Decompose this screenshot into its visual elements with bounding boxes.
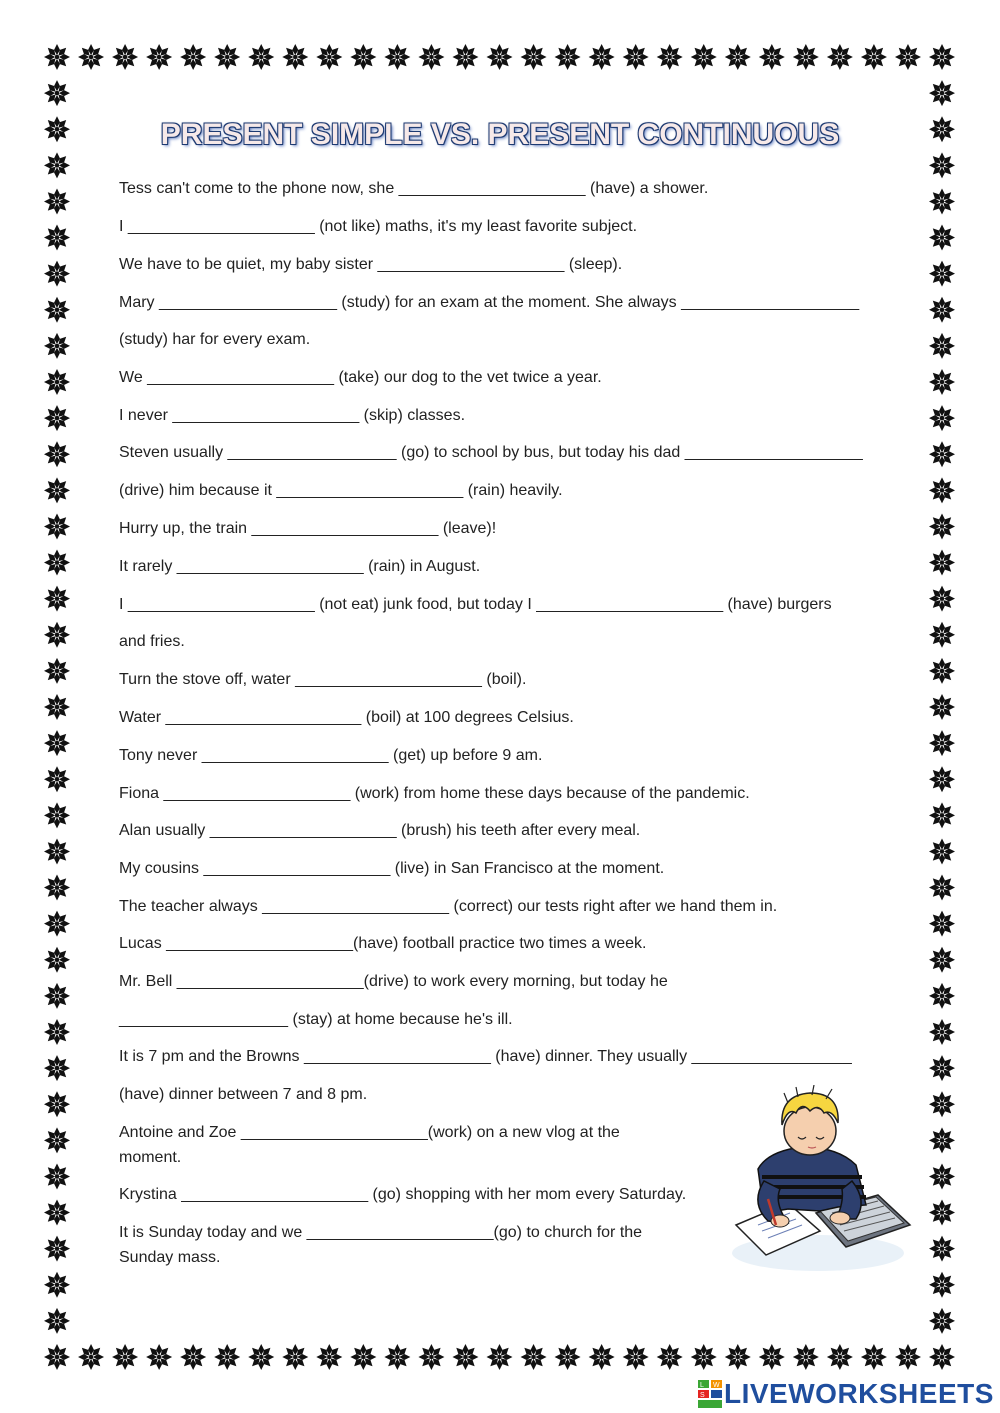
boy-studying-illustration	[728, 1085, 912, 1275]
snowflake-ornament-icon	[418, 44, 444, 70]
snowflake-ornament-icon	[691, 1344, 717, 1370]
snowflake-ornament-icon	[929, 766, 955, 792]
snowflake-ornament-icon	[929, 261, 955, 287]
exercise-line: It rarely _____________________ (rain) in August.	[119, 558, 481, 575]
exercise-line: I _____________________ (not eat) junk food, but today I _____________________ (have) burgers	[119, 596, 832, 613]
snowflake-ornament-icon	[78, 44, 104, 70]
exercise-line: Alan usually _____________________ (brush) his teeth after every meal.	[119, 822, 641, 839]
snowflake-ornament-icon	[929, 838, 955, 864]
snowflake-ornament-icon	[929, 1055, 955, 1081]
snowflake-ornament-icon	[44, 911, 70, 937]
snowflake-ornament-icon	[725, 44, 751, 70]
snowflake-ornament-icon	[452, 44, 478, 70]
snowflake-ornament-icon	[44, 1091, 70, 1117]
snowflake-ornament-icon	[44, 658, 70, 684]
snowflake-ornament-icon	[248, 1344, 274, 1370]
liveworksheets-logo	[698, 1379, 994, 1409]
snowflake-ornament-icon	[929, 1200, 955, 1226]
snowflake-ornament-icon	[146, 1344, 172, 1370]
snowflake-ornament-icon	[316, 1344, 342, 1370]
liveworksheets-logo-icon	[698, 1380, 724, 1408]
snowflake-ornament-icon	[929, 44, 955, 70]
snowflake-ornament-icon	[657, 44, 683, 70]
snowflake-ornament-icon	[350, 44, 376, 70]
snowflake-ornament-icon	[44, 369, 70, 395]
exercise-line: Steven usually ___________________ (go) to school by bus, but today his dad ____________________	[119, 444, 863, 461]
exercise-line: We _____________________ (take) our dog to the vet twice a year.	[119, 369, 602, 386]
snowflake-ornament-icon	[44, 550, 70, 576]
snowflake-ornament-icon	[316, 44, 342, 70]
snowflake-ornament-icon	[521, 1344, 547, 1370]
exercise-line: ___________________ (stay) at home because he's ill.	[119, 1011, 513, 1028]
snowflake-ornament-icon	[793, 44, 819, 70]
snowflake-ornament-icon	[555, 1344, 581, 1370]
snowflake-ornament-icon	[929, 188, 955, 214]
exercise-line: moment.	[119, 1149, 182, 1166]
snowflake-ornament-icon	[44, 152, 70, 178]
snowflake-ornament-icon	[623, 44, 649, 70]
exercise-line: Krystina _____________________ (go) shopping with her mom every Saturday.	[119, 1186, 687, 1203]
snowflake-ornament-icon	[350, 1344, 376, 1370]
snowflake-ornament-icon	[691, 44, 717, 70]
exercise-line: It is Sunday today and we _____________________(go) to church for the	[119, 1224, 643, 1241]
snowflake-ornament-icon	[555, 44, 581, 70]
snowflake-ornament-icon	[44, 730, 70, 756]
snowflake-ornament-icon	[759, 1344, 785, 1370]
exercise-line: (have) dinner between 7 and 8 pm.	[119, 1086, 368, 1103]
snowflake-ornament-icon	[44, 297, 70, 323]
snowflake-ornament-icon	[929, 1091, 955, 1117]
exercise-line: Tess can't come to the phone now, she _____________________ (have) a shower.	[119, 180, 709, 197]
snowflake-ornament-icon	[929, 369, 955, 395]
snowflake-ornament-icon	[112, 44, 138, 70]
exercise-line: Water ______________________ (boil) at 100 degrees Celsius.	[119, 709, 574, 726]
exercise-line: My cousins _____________________ (live) in San Francisco at the moment.	[119, 860, 665, 877]
snowflake-ornament-icon	[929, 80, 955, 106]
snowflake-ornament-icon	[929, 947, 955, 973]
liveworksheets-logo-text: LIVEWORKSHEETS	[724, 1378, 994, 1409]
snowflake-ornament-icon	[929, 911, 955, 937]
snowflake-ornament-icon	[861, 44, 887, 70]
exercise-line: I _____________________ (not like) maths, it's my least favorite subject.	[119, 218, 638, 235]
snowflake-ornament-icon	[282, 1344, 308, 1370]
snowflake-ornament-icon	[929, 152, 955, 178]
snowflake-ornament-icon	[248, 44, 274, 70]
snowflake-ornament-icon	[929, 441, 955, 467]
exercise-line: It is 7 pm and the Browns _____________________ (have) dinner. They usually __________________	[119, 1048, 852, 1065]
snowflake-ornament-icon	[44, 694, 70, 720]
snowflake-ornament-icon	[384, 1344, 410, 1370]
snowflake-ornament-icon	[384, 44, 410, 70]
worksheet-title: PRESENT SIMPLE VS. PRESENT CONTINUOUS	[160, 118, 840, 151]
snowflake-ornament-icon	[44, 1019, 70, 1045]
exercise-line: Tony never _____________________ (get) up before 9 am.	[119, 747, 543, 764]
snowflake-ornament-icon	[44, 838, 70, 864]
snowflake-ornament-icon	[827, 1344, 853, 1370]
snowflake-ornament-icon	[929, 1163, 955, 1189]
snowflake-ornament-icon	[929, 1019, 955, 1045]
snowflake-ornament-icon	[418, 1344, 444, 1370]
snowflake-ornament-icon	[623, 1344, 649, 1370]
snowflake-ornament-icon	[44, 1236, 70, 1262]
snowflake-ornament-icon	[214, 1344, 240, 1370]
snowflake-ornament-icon	[44, 802, 70, 828]
snowflake-ornament-icon	[759, 44, 785, 70]
logo-icon-letter: W	[713, 1382, 720, 1389]
snowflake-ornament-icon	[44, 441, 70, 467]
snowflake-ornament-icon	[44, 1127, 70, 1153]
snowflake-ornament-icon	[589, 44, 615, 70]
snowflake-ornament-icon	[180, 44, 206, 70]
exercise-line: Antoine and Zoe _____________________(work) on a new vlog at the	[119, 1124, 620, 1141]
snowflake-ornament-icon	[44, 188, 70, 214]
exercise-line: The teacher always _____________________ (correct) our tests right after we hand them in.	[119, 898, 778, 915]
snowflake-ornament-icon	[657, 1344, 683, 1370]
snowflake-ornament-icon	[929, 658, 955, 684]
exercise-line: (drive) him because it _____________________ (rain) heavily.	[119, 482, 563, 499]
snowflake-ornament-icon	[44, 513, 70, 539]
snowflake-ornament-icon	[44, 44, 70, 70]
snowflake-ornament-icon	[725, 1344, 751, 1370]
exercise-line: I never _____________________ (skip) classes.	[119, 407, 466, 424]
snowflake-ornament-icon	[827, 44, 853, 70]
snowflake-ornament-icon	[929, 802, 955, 828]
snowflake-ornament-icon	[44, 1308, 70, 1334]
snowflake-ornament-icon	[929, 297, 955, 323]
snowflake-ornament-icon	[44, 225, 70, 251]
snowflake-ornament-icon	[929, 622, 955, 648]
exercise-line: Lucas _____________________(have) football practice two times a week.	[119, 935, 647, 952]
snowflake-ornament-icon	[44, 622, 70, 648]
exercise-line: Turn the stove off, water _____________________ (boil).	[119, 671, 527, 688]
exercise-line: Mary ____________________ (study) for an exam at the moment. She always ____________________	[119, 294, 860, 311]
snowflake-ornament-icon	[521, 44, 547, 70]
snowflake-ornament-icon	[929, 405, 955, 431]
snowflake-ornament-icon	[44, 875, 70, 901]
snowflake-ornament-icon	[78, 1344, 104, 1370]
snowflake-ornament-icon	[452, 1344, 478, 1370]
snowflake-ornament-icon	[929, 333, 955, 359]
snowflake-ornament-icon	[44, 1344, 70, 1370]
snowflake-ornament-icon	[929, 1344, 955, 1370]
snowflake-ornament-icon	[44, 983, 70, 1009]
snowflake-ornament-icon	[44, 586, 70, 612]
snowflake-ornament-icon	[929, 694, 955, 720]
snowflake-ornament-icon	[44, 1055, 70, 1081]
exercise-line: (study) har for every exam.	[119, 331, 311, 348]
snowflake-ornament-icon	[929, 550, 955, 576]
snowflake-ornament-icon	[895, 1344, 921, 1370]
snowflake-ornament-icon	[929, 513, 955, 539]
snowflake-ornament-icon	[112, 1344, 138, 1370]
logo-icon-letter: S	[700, 1392, 705, 1399]
exercise-line: Sunday mass.	[119, 1249, 221, 1266]
snowflake-ornament-icon	[282, 44, 308, 70]
snowflake-ornament-icon	[44, 261, 70, 287]
exercise-line: Hurry up, the train _____________________ (leave)!	[119, 520, 497, 537]
snowflake-ornament-icon	[929, 477, 955, 503]
exercise-line: Fiona _____________________ (work) from home these days because of the pandemic.	[119, 785, 750, 802]
snowflake-ornament-icon	[929, 225, 955, 251]
snowflake-ornament-icon	[929, 586, 955, 612]
snowflake-ornament-icon	[214, 44, 240, 70]
snowflake-ornament-icon	[929, 1308, 955, 1334]
snowflake-ornament-icon	[487, 44, 513, 70]
snowflake-ornament-icon	[929, 1236, 955, 1262]
snowflake-ornament-icon	[44, 405, 70, 431]
snowflake-ornament-icon	[146, 44, 172, 70]
snowflake-ornament-icon	[44, 333, 70, 359]
snowflake-ornament-icon	[861, 1344, 887, 1370]
snowflake-ornament-icon	[929, 1272, 955, 1298]
snowflake-ornament-icon	[793, 1344, 819, 1370]
snowflake-ornament-icon	[487, 1344, 513, 1370]
snowflake-ornament-icon	[44, 1200, 70, 1226]
snowflake-ornament-icon	[180, 1344, 206, 1370]
snowflake-ornament-icon	[44, 1163, 70, 1189]
snowflake-ornament-icon	[44, 80, 70, 106]
snowflake-ornament-icon	[44, 947, 70, 973]
snowflake-ornament-icon	[929, 983, 955, 1009]
snowflake-ornament-icon	[589, 1344, 615, 1370]
snowflake-ornament-icon	[929, 730, 955, 756]
logo-icon-letter: L	[700, 1382, 704, 1389]
snowflake-ornament-icon	[44, 766, 70, 792]
exercise-line: We have to be quiet, my baby sister _____________________ (sleep).	[119, 256, 623, 273]
snowflake-ornament-icon	[44, 1272, 70, 1298]
exercise-line: Mr. Bell _____________________(drive) to work every morning, but today he	[119, 973, 668, 990]
snowflake-ornament-icon	[44, 477, 70, 503]
exercise-line: and fries.	[119, 633, 185, 650]
snowflake-ornament-icon	[929, 875, 955, 901]
snowflake-ornament-icon	[929, 1127, 955, 1153]
snowflake-ornament-icon	[895, 44, 921, 70]
